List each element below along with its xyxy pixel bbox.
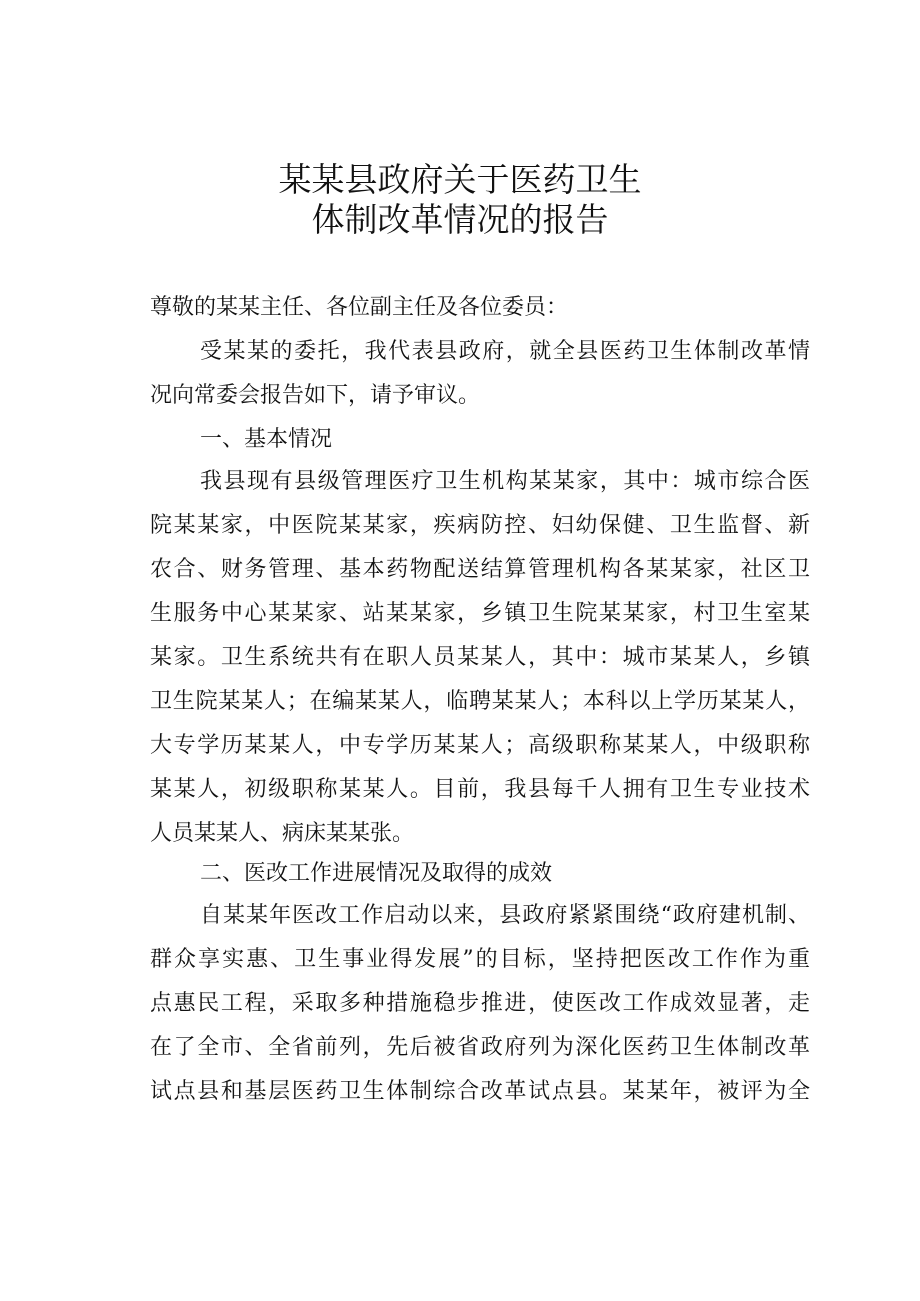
section-2-line: 自某某年医改工作启动以来，县政府紧紧围绕“政府建机制、 bbox=[200, 903, 810, 928]
section-1-line: 生服务中心某某家、站某某家，乡镇卫生院某某家，村卫生室某 bbox=[150, 601, 810, 626]
section-2-heading: 二、医改工作进展情况及取得的成效 bbox=[200, 861, 553, 886]
section-2-line: 试点县和基层医药卫生体制综合改革试点县。某某年，被评为全 bbox=[150, 1079, 810, 1104]
document-title-line-2: 体制改革情况的报告 bbox=[311, 200, 609, 239]
section-1-line: 卫生院某某人；在编某某人，临聘某某人；本科以上学历某某人， bbox=[150, 689, 810, 714]
document-title-line-1: 某某县政府关于医药卫生 bbox=[278, 160, 642, 199]
section-1-line: 大专学历某某人，中专学历某某人；高级职称某某人，中级职称 bbox=[150, 733, 810, 758]
section-1-line: 农合、财务管理、基本药物配送结算管理机构各某某家，社区卫 bbox=[150, 557, 810, 582]
section-1-line: 我县现有县级管理医疗卫生机构某某家，其中：城市综合医 bbox=[200, 469, 810, 494]
section-1-line: 某家。卫生系统共有在职人员某某人，其中：城市某某人，乡镇 bbox=[150, 645, 810, 670]
salutation: 尊敬的某某主任、各位副主任及各位委员： bbox=[150, 295, 569, 320]
section-1-line: 人员某某人、病床某某张。 bbox=[150, 821, 415, 846]
section-1-heading: 一、基本情况 bbox=[200, 427, 333, 452]
section-2-line: 在了全市、全省前列，先后被省政府列为深化医药卫生体制改革 bbox=[150, 1035, 810, 1060]
section-1-line: 院某某家，中医院某某家，疾病防控、妇幼保健、卫生监督、新 bbox=[150, 513, 810, 538]
section-2-line: 群众享实惠、卫生事业得发展”的目标，坚持把医改工作作为重 bbox=[150, 947, 810, 972]
section-1-line: 某某人，初级职称某某人。目前，我县每千人拥有卫生专业技术 bbox=[150, 777, 810, 802]
intro-line: 况向常委会报告如下，请予审议。 bbox=[150, 383, 481, 408]
intro-line: 受某某的委托，我代表县政府，就全县医药卫生体制改革情 bbox=[200, 339, 810, 364]
section-2-line: 点惠民工程，采取多种措施稳步推进，使医改工作成效显著，走 bbox=[150, 991, 810, 1016]
